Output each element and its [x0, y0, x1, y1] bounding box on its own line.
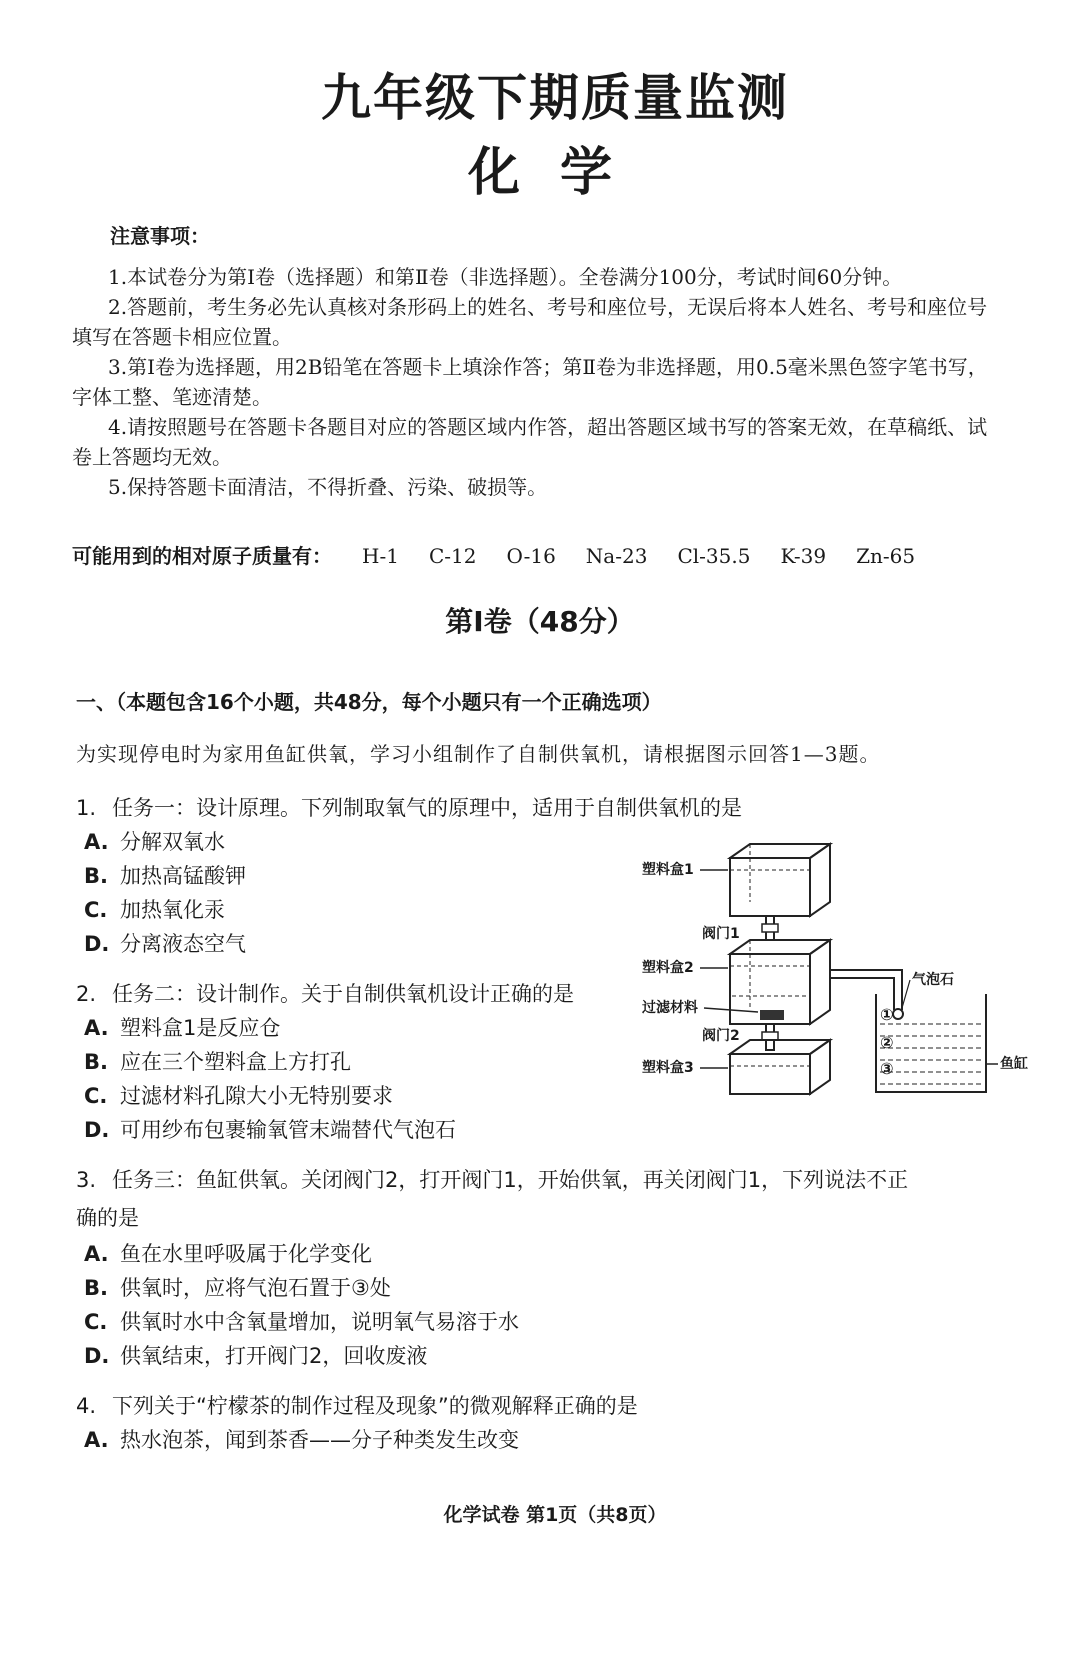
plastic-box-3: [730, 1040, 830, 1094]
question-3: [76, 1164, 908, 1194]
question-number: 4.: [76, 1394, 97, 1418]
question-4: [76, 1390, 638, 1420]
question-stem: 下列关于“柠檬茶的制作过程及现象”的微观解释正确的是: [112, 1394, 638, 1418]
option: B. 应在三个塑料盒上方打孔: [84, 1050, 351, 1074]
note-item: 3.第Ⅰ卷为选择题，用2B铅笔在答题卡上填涂作答；第Ⅱ卷为非选择题，用0.5毫米黑色签字笔书写，字体工整、笔迹清楚。: [72, 355, 988, 409]
svg-text:过滤材料: 过滤材料: [642, 1000, 698, 1016]
option: B. 供氧时，应将气泡石置于③处: [84, 1276, 391, 1300]
option: C. 加热氧化汞: [84, 898, 225, 922]
volume-heading: 第Ⅰ卷（48分）: [445, 605, 635, 638]
notes-list: [72, 262, 1007, 502]
option: A. 塑料盒1是反应仓: [84, 1016, 281, 1040]
svg-text:③: ③: [880, 1059, 894, 1078]
option: C. 过滤材料孔隙大小无特别要求: [84, 1084, 393, 1108]
svg-text:阀门1: 阀门1: [702, 926, 740, 942]
svg-text:塑料盒2: 塑料盒2: [642, 960, 694, 976]
bubble-stone: [893, 1009, 903, 1019]
section-intro: 为实现停电时为家用鱼缸供氧，学习小组制作了自制供氧机，请根据图示回答1—3题。: [76, 742, 881, 766]
note-item: 2.答题前，考生务必先认真核对条形码上的姓名、考号和座位号，无误后将本人姓名、考号和座位号填写在答题卡相应位置。: [72, 295, 988, 349]
option: C. 供氧时水中含氧量增加，说明氧气易溶于水: [84, 1310, 519, 1334]
note-item: 5.保持答题卡面清洁，不得折叠、污染、破损等。: [108, 475, 548, 499]
mass-value: Zn-65: [856, 544, 916, 568]
notes-heading: 注意事项：: [110, 224, 210, 248]
atomic-masses: [72, 540, 915, 569]
filter-material: [760, 1010, 784, 1020]
mass-value: K-39: [780, 544, 827, 568]
option: A. 鱼在水里呼吸属于化学变化: [84, 1242, 372, 1266]
question-number: 1.: [76, 796, 97, 820]
mass-value: C-12: [428, 544, 477, 568]
note-item: 1.本试卷分为第Ⅰ卷（选择题）和第Ⅱ卷（非选择题）。全卷满分100分，考试时间60分钟。: [108, 265, 903, 289]
oxygen-machine-diagram: [640, 840, 1060, 1100]
page-footer: 化学试卷 第1页（共8页）: [443, 1504, 667, 1526]
subject-title: 化学: [467, 143, 652, 203]
plastic-box-1: [730, 844, 830, 916]
option: A. 分解双氧水: [84, 830, 225, 854]
question-number: 2.: [76, 982, 97, 1006]
option: A. 热水泡茶，闻到茶香——分子种类发生改变: [84, 1428, 519, 1452]
exam-title: 九年级下期质量监测: [321, 69, 789, 127]
note-item: 4.请按照题号在答题卡各题目对应的答题区域内作答，超出答题区域书写的答案无效，在草稿纸、试卷上答题均无效。: [72, 415, 988, 469]
section-heading: 一、（本题包含16个小题，共48分，每个小题只有一个正确选项）: [76, 690, 662, 714]
mass-value: Na-23: [585, 544, 648, 568]
masses-label: 可能用到的相对原子质量有：: [72, 544, 332, 568]
question-stem: 任务三：鱼缸供氧。关闭阀门2，打开阀门1，开始供氧，再关闭阀门1，下列说法不正: [112, 1168, 909, 1192]
option: D. 供氧结束，打开阀门2，回收废液: [84, 1344, 428, 1368]
question-1: [76, 792, 742, 822]
svg-text:塑料盒1: 塑料盒1: [642, 862, 694, 878]
svg-text:气泡石: 气泡石: [912, 972, 954, 988]
question-2: [76, 978, 574, 1008]
question-stem: 任务二：设计制作。关于自制供氧机设计正确的是: [112, 982, 574, 1006]
mass-value: Cl-35.5: [677, 544, 751, 568]
svg-text:①: ①: [880, 1005, 894, 1024]
mass-value: O-16: [506, 544, 556, 568]
svg-text:鱼缸: 鱼缸: [1000, 1056, 1028, 1072]
svg-text:塑料盒3: 塑料盒3: [642, 1060, 694, 1076]
question-number: 3.: [76, 1168, 97, 1192]
option: B. 加热高锰酸钾: [84, 864, 246, 888]
option: D. 可用纱布包裹输氧管末端替代气泡石: [84, 1118, 456, 1142]
option: D. 分离液态空气: [84, 932, 246, 956]
question-stem: 任务一：设计原理。下列制取氧气的原理中，适用于自制供氧机的是: [112, 796, 742, 820]
svg-text:②: ②: [880, 1033, 894, 1052]
svg-text:阀门2: 阀门2: [702, 1028, 740, 1044]
mass-value: H-1: [362, 544, 399, 568]
question-stem-continued: 确的是: [76, 1206, 139, 1230]
